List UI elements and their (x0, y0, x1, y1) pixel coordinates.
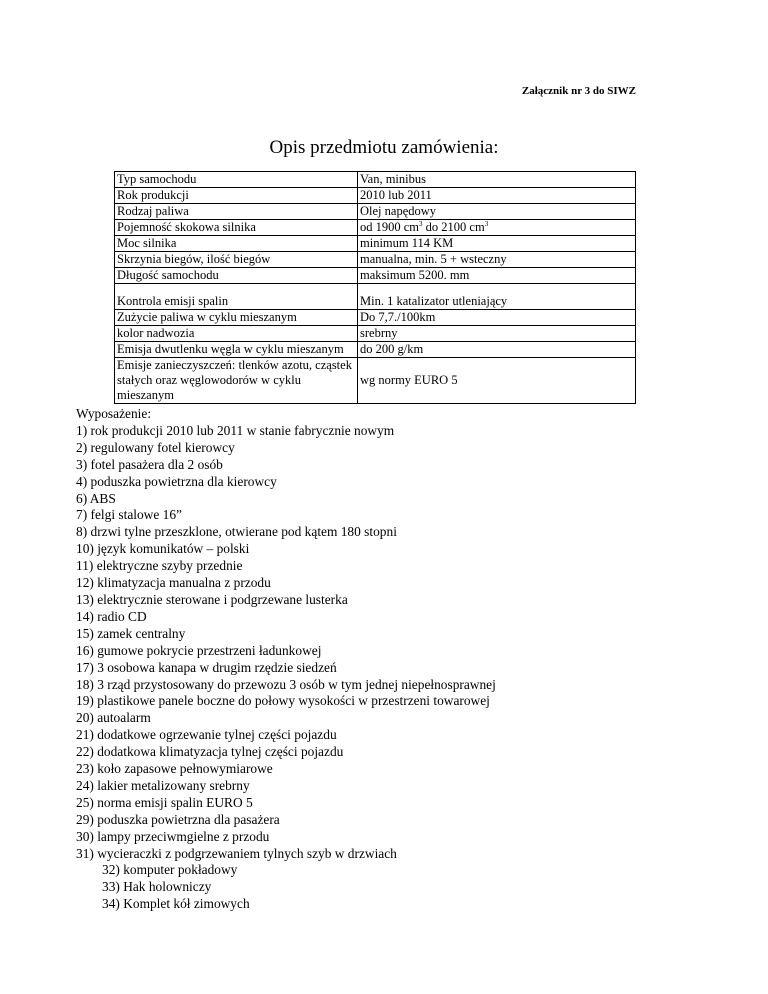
list-item: 23) koło zapasowe pełnowymiarowe (76, 761, 273, 777)
list-item: 6) ABS (76, 490, 116, 506)
spec-label: Kontrola emisji spalin (115, 294, 358, 310)
spec-value: wg normy EURO 5 (358, 358, 636, 404)
spec-value: 2010 lub 2011 (358, 188, 636, 204)
table-spacer-row (115, 284, 636, 295)
spacer-cell (115, 284, 358, 295)
spec-value (358, 220, 636, 236)
list-item: 3) fotel pasażera dla 2 osób (76, 456, 223, 472)
list-item: 22) dodatkowa klimatyzacja tylnej części pojazdu (76, 744, 344, 760)
spec-value: Do 7,7./100km (358, 310, 636, 326)
list-item: 12) klimatyzacja manualna z przodu (76, 575, 271, 591)
spec-label: Długość samochodu (115, 268, 358, 284)
list-item: 15) zamek centralny (76, 625, 186, 641)
document-title: Opis przedmiotu zamówienia: (269, 137, 499, 158)
list-item: 11) elektryczne szyby przednie (76, 558, 243, 574)
list-item: 19) plastikowe panele boczne do połowy wysokości w przestrzeni towarowej (76, 693, 490, 709)
table-row (115, 236, 636, 252)
table-row (115, 172, 636, 188)
table-row (115, 220, 636, 236)
superscript: 3 (484, 219, 489, 228)
table-row (115, 188, 636, 204)
spec-label: Skrzynia biegów, ilość biegów (115, 252, 358, 268)
superscript: 3 (419, 219, 423, 228)
spec-value: do 200 g/km (358, 342, 636, 358)
spec-value-to: do 2100 cm (422, 220, 485, 234)
spec-value: maksimum 5200. mm (358, 268, 636, 284)
list-item: 30) lampy przeciwmgielne z przodu (76, 828, 270, 844)
list-item: 31) wycieraczki z podgrzewaniem tylnych szyb w drzwiach (76, 845, 397, 861)
specification-table (114, 171, 636, 404)
spec-value: Min. 1 katalizator utleniający (358, 294, 636, 310)
spec-label: Moc silnika (115, 236, 358, 252)
list-item: 7) felgi stalowe 16” (76, 507, 182, 523)
annex-label: Załącznik nr 3 do SIWZ (521, 85, 636, 97)
table-row (115, 326, 636, 342)
spec-value: minimum 114 KM (358, 236, 636, 252)
table-row (115, 268, 636, 284)
equipment-section (76, 406, 496, 913)
table-row (115, 294, 636, 310)
list-item: 17) 3 osobowa kanapa w drugim rzędzie siedzeń (76, 659, 337, 675)
table-row (115, 358, 636, 404)
table-row (115, 252, 636, 268)
spec-value: Olej napędowy (358, 204, 636, 220)
list-item: 32) komputer pokładowy (102, 862, 238, 878)
list-item: 4) poduszka powietrzna dla kierowcy (76, 473, 277, 489)
spec-value: manualna, min. 5 + wsteczny (358, 252, 636, 268)
list-item: 1) rok produkcji 2010 lub 2011 w stanie fabrycznie nowym (76, 422, 395, 438)
list-item: 25) norma emisji spalin EURO 5 (76, 794, 253, 810)
spec-label: Emisje zanieczyszczeń: tlenków azotu, cząstek stałych oraz węglowodorów w cyklu mieszanym (115, 358, 358, 404)
table-row (115, 310, 636, 326)
spec-label: Pojemność skokowa silnika (115, 220, 358, 236)
spacer-cell (358, 284, 636, 295)
list-item: 13) elektrycznie sterowane i podgrzewane lusterka (76, 591, 348, 607)
spec-label: kolor nadwozia (115, 326, 358, 342)
list-item: 20) autoalarm (76, 710, 151, 726)
equipment-heading: Wyposażenie: (76, 406, 152, 421)
spec-label: Emisja dwutlenku węgla w cyklu mieszanym (115, 342, 358, 358)
list-item: 8) drzwi tylne przeszklone, otwierane pod kątem 180 stopni (76, 524, 397, 540)
list-item: 18) 3 rząd przystosowany do przewozu 3 osób w tym jednej niepełnosprawnej (76, 676, 496, 692)
spec-label: Typ samochodu (115, 172, 358, 188)
list-item: 2) regulowany fotel kierowcy (76, 439, 235, 455)
list-item: 34) Komplet kół zimowych (102, 896, 250, 912)
list-item: 10) język komunikatów – polski (76, 541, 250, 557)
spec-label: Rodzaj paliwa (115, 204, 358, 220)
spec-label: Zużycie paliwa w cyklu mieszanym (115, 310, 358, 326)
list-item: 24) lakier metalizowany srebrny (76, 777, 250, 793)
spec-value-from: od 1900 cm (360, 220, 420, 234)
list-item: 16) gumowe pokrycie przestrzeni ładunkowej (76, 642, 322, 658)
list-item: 14) radio CD (76, 608, 147, 624)
spec-value: srebrny (358, 326, 636, 342)
list-item: 33) Hak holowniczy (102, 879, 212, 895)
spec-label: Rok produkcji (115, 188, 358, 204)
list-item: 21) dodatkowe ogrzewanie tylnej części pojazdu (76, 727, 337, 743)
spec-value: Van, minibus (358, 172, 636, 188)
list-item: 29) poduszka powietrzna dla pasażera (76, 811, 280, 827)
table-row (115, 204, 636, 220)
table-row (115, 342, 636, 358)
